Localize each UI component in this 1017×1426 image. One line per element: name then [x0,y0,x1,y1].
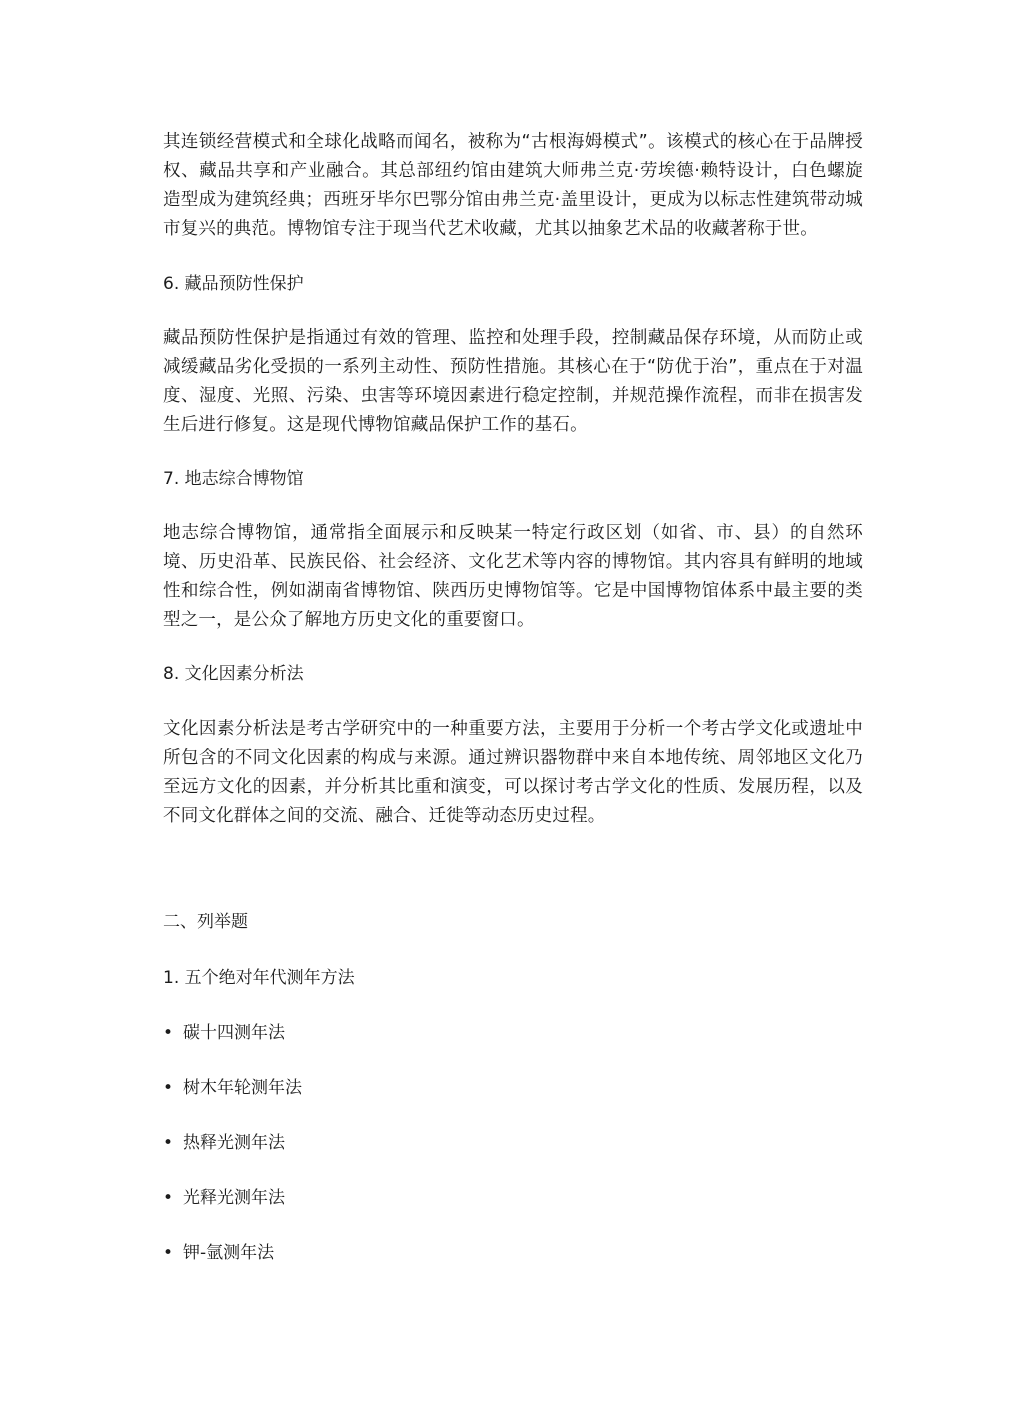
heading-cultural-factor-analysis: 8. 文化因素分析法 [163,664,304,684]
paragraph-guggenheim: 其连锁经营模式和全球化战略而闻名，被称为“古根海姆模式”。该模式的核心在于品牌授权、藏品共享和产业融合。其总部纽约馆由建筑大师弗兰克·劳埃德·赖特设计，白色螺旋造型成为建筑经典；西班牙毕尔巴鄂分馆由弗兰克·盖里设计，更成为以标志性建筑带动城市复兴的典范。博物馆专注于现当代艺术收藏，尤其以抽象艺术品的收藏著称于世。 [163,132,863,239]
paragraph-preventive-conservation: 藏品预防性保护是指通过有效的管理、监控和处理手段，控制藏品保存环境，从而防止或减缓藏品劣化受损的一系列主动性、预防性措施。其核心在于“防优于治”，重点在于对温度、湿度、光照、污染、虫害等环境因素进行稳定控制，并规范操作流程，而非在损害发生后进行修复。这是现代博物馆藏品保护工作的基石。 [163,328,863,435]
paragraph-local-museum: 地志综合博物馆，通常指全面展示和反映某一特定行政区划（如省、市、县）的自然环境、历史沿革、民族民俗、社会经济、文化艺术等内容的博物馆。其内容具有鲜明的地域性和综合性，例如湖南省博物馆、陕西历史博物馆等。它是中国博物馆体系中最主要的类型之一，是公众了解地方历史文化的重要窗口。 [163,523,863,630]
list-item-label: 钾-氩测年法 [183,1243,275,1263]
list-item-label: 碳十四测年法 [183,1023,285,1043]
bullet-icon: • [163,1133,174,1153]
list-item [163,1021,285,1045]
list-item-label: 热释光测年法 [183,1133,285,1153]
list-item [163,1131,285,1155]
paragraph-cultural-factor-analysis: 文化因素分析法是考古学研究中的一种重要方法，主要用于分析一个考古学文化或遗址中所包含的不同文化因素的构成与来源。通过辨识器物群中来自本地传统、周邻地区文化乃至远方文化的因素，并分析其比重和演变，可以探讨考古学文化的性质、发展历程，以及不同文化群体之间的交流、融合、迁徙等动态历史过程。 [163,719,863,826]
list-item [163,1241,274,1265]
question-title-dating-methods: 1. 五个绝对年代测年方法 [163,968,355,988]
bullet-icon: • [163,1078,174,1098]
section-title-enumeration: 二、列举题 [163,912,248,932]
list-item [163,1186,285,1210]
list-item-label: 树木年轮测年法 [183,1078,302,1098]
bullet-icon: • [163,1188,174,1208]
list-item [163,1076,302,1100]
list-item-label: 光释光测年法 [183,1188,285,1208]
heading-preventive-conservation: 6. 藏品预防性保护 [163,274,304,294]
bullet-icon: • [163,1243,174,1263]
heading-local-museum: 7. 地志综合博物馆 [163,469,304,489]
bullet-icon: • [163,1023,174,1043]
